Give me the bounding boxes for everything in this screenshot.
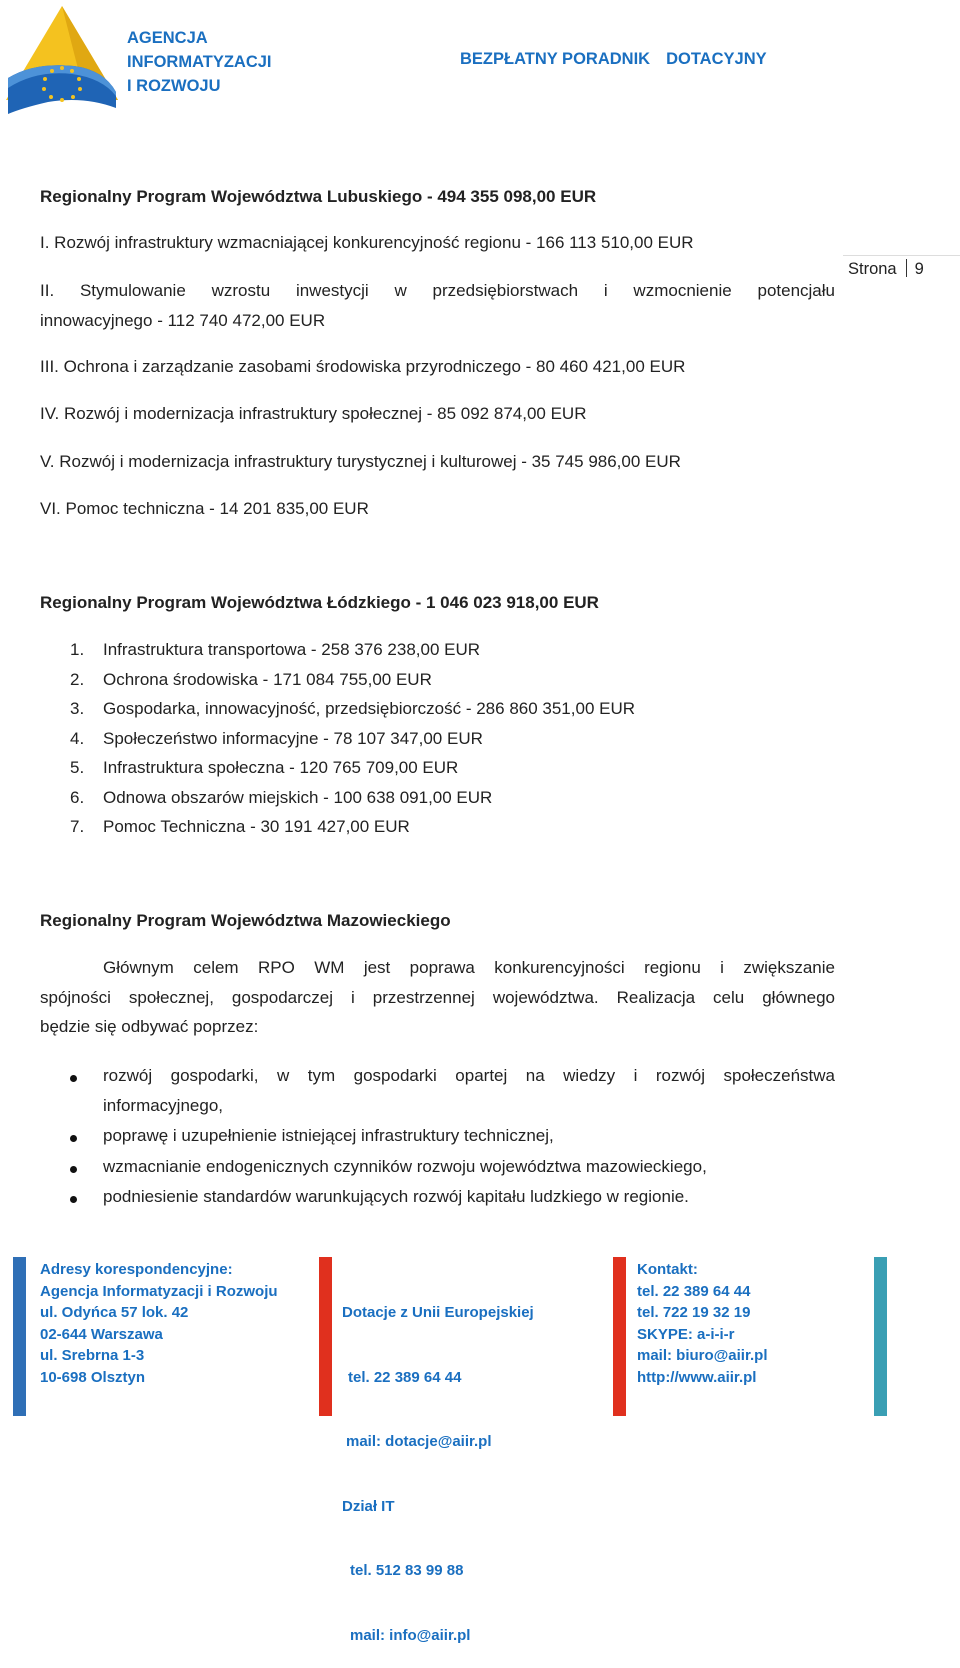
org-name-line: I ROZWOJU (127, 77, 221, 95)
priority-axis: II. Stymulowanie wzrostu inwestycji w przedsiębiorstwach i wzmocnienie potencjału (40, 281, 835, 300)
footer-line: tel. 22 389 64 44 (637, 1282, 751, 1300)
footer-line: Dział IT (342, 1497, 395, 1515)
bullet-dot (70, 1166, 77, 1173)
footer-line: mail: info@aiir.pl (350, 1626, 471, 1644)
paragraph-line: spójności społecznej, gospodarczej i przestrzennej województwa. Realizacja celu głównego (40, 988, 835, 1007)
footer-addresses (40, 1259, 278, 1388)
list-text: Społeczeństwo informacyjne - 78 107 347,00 EUR (103, 729, 483, 748)
footer-line: ul. Odyńca 57 lok. 42 (40, 1304, 189, 1321)
footer-line: Kontakt: (637, 1261, 698, 1278)
list-number: 7. (70, 817, 85, 836)
priority-axis: IV. Rozwój i modernizacja infrastruktury społecznej - 85 092 874,00 EUR (40, 404, 587, 423)
footer-line: Agencja Informatyzacji i Rozwoju (40, 1282, 278, 1300)
page-separator (906, 259, 907, 277)
footer-accent-bar (613, 1257, 626, 1416)
footer-line: tel. 512 83 99 88 (350, 1562, 464, 1579)
list-number: 6. (70, 788, 85, 807)
footer-line: mail: dotacje@aiir.pl (346, 1433, 492, 1450)
page-number-rule (843, 255, 960, 256)
agency-logo (4, 4, 120, 116)
footer-accent-bar (13, 1257, 26, 1416)
page-value: 9 (914, 260, 924, 278)
bullet-text: podniesienie standardów warunkujących rozwój kapitału ludzkiego w regionie. (103, 1187, 689, 1206)
list-text: Infrastruktura społeczna - 120 765 709,00 EUR (103, 758, 459, 777)
list-item (70, 758, 458, 778)
footer-line: Adresy korespondencyjne: (40, 1261, 233, 1278)
bullet-text: wzmacnianie endogenicznych czynników rozwoju województwa mazowieckiego, (103, 1157, 707, 1176)
priority-axis: V. Rozwój i modernizacja infrastruktury turystycznej i kulturowej - 35 745 986,00 EUR (40, 452, 681, 471)
bullet-text: rozwój gospodarki, w tym gospodarki opartej na wiedzy i rozwój społeczeństwa (103, 1066, 835, 1085)
paragraph-line: Głównym celem RPO WM jest poprawa konkurencyjności regionu i zwiększanie (103, 958, 835, 977)
list-number: 2. (70, 670, 85, 689)
bullet-dot (70, 1196, 77, 1203)
footer-line: 02-644 Warszawa (40, 1325, 163, 1343)
priority-axis: III. Ochrona i zarządzanie zasobami środowiska przyrodniczego - 80 460 421,00 EUR (40, 357, 686, 376)
list-number: 1. (70, 640, 85, 659)
list-text: Odnowa obszarów miejskich - 100 638 091,00 EUR (103, 788, 493, 807)
footer-line: Dotacje z Unii Europejskiej (342, 1304, 534, 1321)
list-number: 3. (70, 699, 85, 718)
list-text: Ochrona środowiska - 171 084 755,00 EUR (103, 670, 432, 689)
list-item (70, 670, 432, 690)
list-number: 4. (70, 729, 85, 748)
bullet-text: informacyjnego, (103, 1096, 224, 1115)
footer-line: SKYPE: a-i-i-r (637, 1325, 735, 1343)
org-name-line: AGENCJA (127, 29, 208, 47)
bullet-dot (70, 1135, 77, 1142)
list-text: Gospodarka, innowacyjność, przedsiębiorczość - 286 860 351,00 EUR (103, 699, 636, 718)
list-item (70, 699, 635, 719)
footer-accent-bar (874, 1257, 887, 1416)
org-name-line: INFORMATYZACJI (127, 53, 272, 71)
list-item (70, 640, 480, 660)
priority-axis: VI. Pomoc techniczna - 14 201 835,00 EUR (40, 499, 369, 518)
footer-line: mail: biuro@aiir.pl (637, 1347, 768, 1364)
page-number (848, 259, 924, 279)
footer-contact (637, 1259, 767, 1388)
guide-tagline (460, 50, 767, 69)
priority-axis: I. Rozwój infrastruktury wzmacniającej konkurencyjność regionu - 166 113 510,00 EUR (40, 233, 694, 252)
list-item (70, 817, 410, 837)
list-text: Infrastruktura transportowa - 258 376 238,00 EUR (103, 640, 481, 659)
section-heading-lodzkie: Regionalny Program Województwa Łódzkiego - 1 046 023 918,00 EUR (40, 593, 599, 612)
footer-line: ul. Srebrna 1-3 (40, 1347, 145, 1364)
footer-line: 10-698 Olsztyn (40, 1368, 146, 1386)
bullet-text: poprawę i uzupełnienie istniejącej infrastruktury technicznej, (103, 1126, 554, 1145)
page-label: Strona (848, 260, 897, 278)
footer-accent-bar (319, 1257, 332, 1416)
footer-departments (342, 1259, 534, 1668)
section-heading-mazowieckie: Regionalny Program Województwa Mazowieckiego (40, 911, 451, 930)
tagline-part: DOTACYJNY (666, 50, 767, 68)
footer-line: tel. 722 19 32 19 (637, 1304, 751, 1321)
footer-line: tel. 22 389 64 44 (348, 1368, 462, 1386)
list-text: Pomoc Techniczna - 30 191 427,00 EUR (103, 817, 410, 836)
organization-name (127, 26, 272, 98)
section-heading-lubuskie: Regionalny Program Województwa Lubuskiego - 494 355 098,00 EUR (40, 187, 597, 206)
bullet-dot (70, 1075, 77, 1082)
priority-axis-continued: innowacyjnego - 112 740 472,00 EUR (40, 311, 326, 330)
list-item (70, 729, 483, 749)
list-number: 5. (70, 758, 85, 777)
tagline-part: BEZPŁATNY PORADNIK (460, 50, 651, 68)
footer-line: http://www.aiir.pl (637, 1368, 757, 1386)
list-item (70, 788, 492, 808)
paragraph-line: będzie się odbywać poprzez: (40, 1017, 259, 1036)
